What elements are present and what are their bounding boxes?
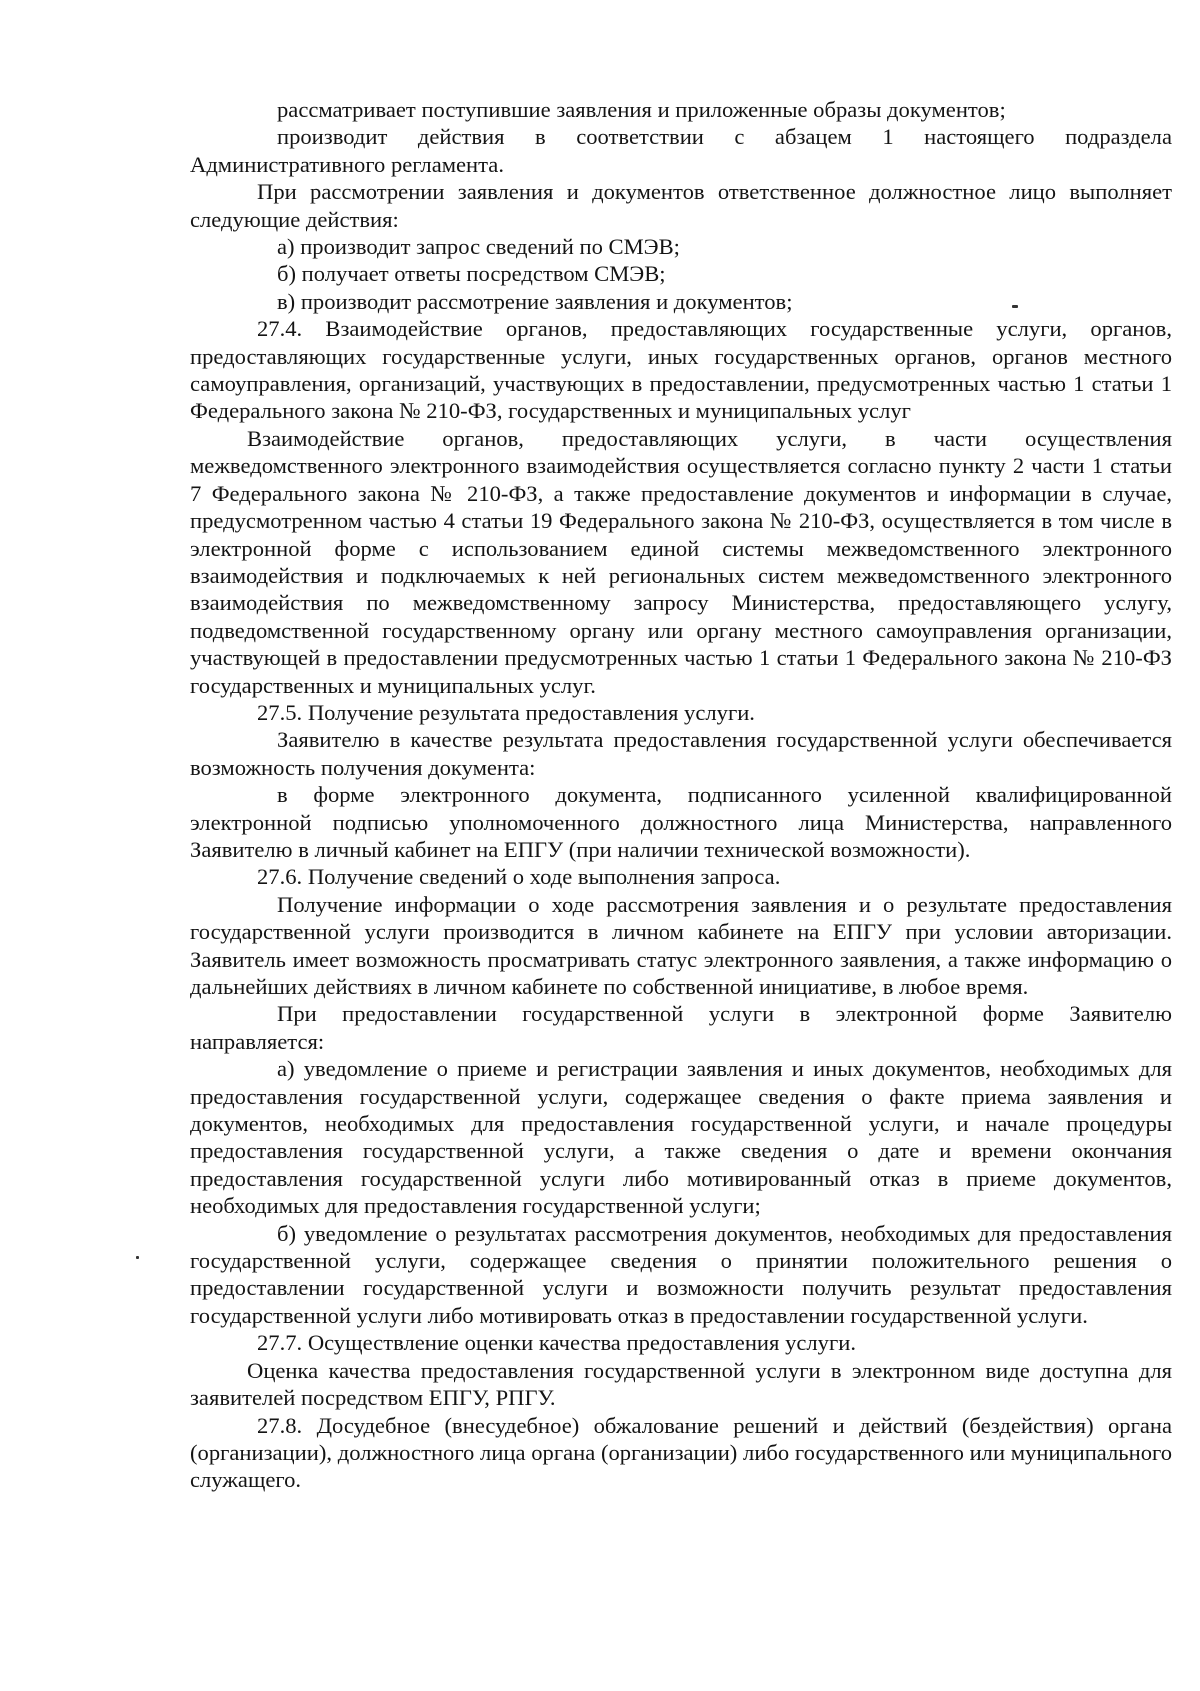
section-27-5-heading: 27.5. Получение результата предоставления услуги. <box>257 699 755 725</box>
list-item-a-smev-request: а) производит запрос сведений по СМЭВ; <box>277 234 680 260</box>
paragraph-perform-actions: производит действия в соответствии с абзацем 1 настоящего подраздела Административного регламента. <box>190 124 1172 177</box>
scan-speck-mark <box>1012 305 1018 308</box>
document-body <box>190 96 1172 1494</box>
scan-dot-mark <box>136 1256 139 1259</box>
paragraph-applicant-result: Заявителю в качестве результата предоставления государственной услуги обеспечивается возможность получения документа: <box>190 727 1172 780</box>
paragraph-review-actions-intro: При рассмотрении заявления и документов ответственное должностное лицо выполняет следующие действия: <box>190 179 1172 232</box>
list-item-b-notification: б) уведомление о результатах рассмотрения документов, необходимых для предоставления государственной услуги, содержащее сведения о принятии положительного решения о предоставлении государственной услуги и возможности получить результат предоставления государственной услуги либо мотивировать отказ в предоставлении государственной услуги. <box>190 1220 1172 1328</box>
paragraph-electronic-document: в форме электронного документа, подписанного усиленной квалифицированной электронной подписью уполномоченного должностного лица Министерства, направленного Заявителю в личный кабинет на ЕПГУ (при наличии технической возможности). <box>190 782 1172 862</box>
list-item-a-notification: а) уведомление о приеме и регистрации заявления и иных документов, необходимых для предоставления государственной услуги, содержащее сведения о факте приема заявления и документов, необходимых для предоставления государственной услуги, и начале процедуры предоставления государственной услуги, а также сведения о дате и времени окончания предоставления государственной услуги либо мотивированный отказ в приеме документов, необходимых для предоставления государственной услуги; <box>190 1056 1172 1219</box>
paragraph-request-status: Получение информации о ходе рассмотрения заявления и о результате предоставления государственной услуги производится в личном кабинете на ЕПГУ при условии авторизации. Заявитель имеет возможность просматривать статус электронного заявления, а также информацию о дальнейших действиях в личном кабинете по собственной инициативе, в любое время. <box>190 891 1172 999</box>
section-27-7-heading: 27.7. Осуществление оценки качества предоставления услуги. <box>257 1330 856 1356</box>
section-27-6-heading: 27.6. Получение сведений о ходе выполнения запроса. <box>257 864 781 890</box>
list-item-b-smev-responses: б) получает ответы посредством СМЭВ; <box>277 261 666 287</box>
section-27-8: 27.8. Досудебное (внесудебное) обжалование решений и действий (бездействия) органа (организации), должностного лица органа (организации) либо государственного или муниципального служащего. <box>190 1412 1172 1493</box>
paragraph-review-applications: рассматривает поступившие заявления и приложенные образы документов; <box>277 97 1006 122</box>
paragraph-notifications-intro: При предоставлении государственной услуги в электронной форме Заявителю направляется: <box>190 1001 1172 1054</box>
paragraph-quality-assessment: Оценка качества предоставления государственной услуги в электронном виде доступна для заявителей посредством ЕПГУ, РПГУ. <box>190 1357 1172 1411</box>
section-27-4: 27.4. Взаимодействие органов, предоставляющих государственные услуги, органов, предоставляющих государственные услуги, иных государственных органов, органов местного самоуправления, организаций, участвующих в предоставлении, предусмотренных частью 1 статьи 1 Федерального закона № 210-ФЗ, государственных и муниципальных услуг <box>190 316 1172 424</box>
list-item-c-review: в) производит рассмотрение заявления и документов; <box>277 288 793 314</box>
paragraph-interagency-interaction: Взаимодействие органов, предоставляющих услуги, в части осуществления межведомственного электронного взаимодействия осуществляется согласно пункту 2 части 1 статьи 7 Федерального закона № 210-ФЗ, а также предоставление документов и информации в случае, предусмотренном частью 4 статьи 19 Федерального закона № 210-ФЗ, осуществляется в том числе в электронной форме с использованием единой системы межведомственного электронного взаимодействия и подключаемых к ней региональных систем межведомственного электронного взаимодействия по межведомственному запросу Министерства, предоставляющего услугу, подведомственной государственному органу или органу местного самоуправления организации, участвующей в предоставлении предусмотренных частью 1 статьи 1 Федерального закона № 210-ФЗ государственных и муниципальных услуг. <box>190 425 1172 698</box>
